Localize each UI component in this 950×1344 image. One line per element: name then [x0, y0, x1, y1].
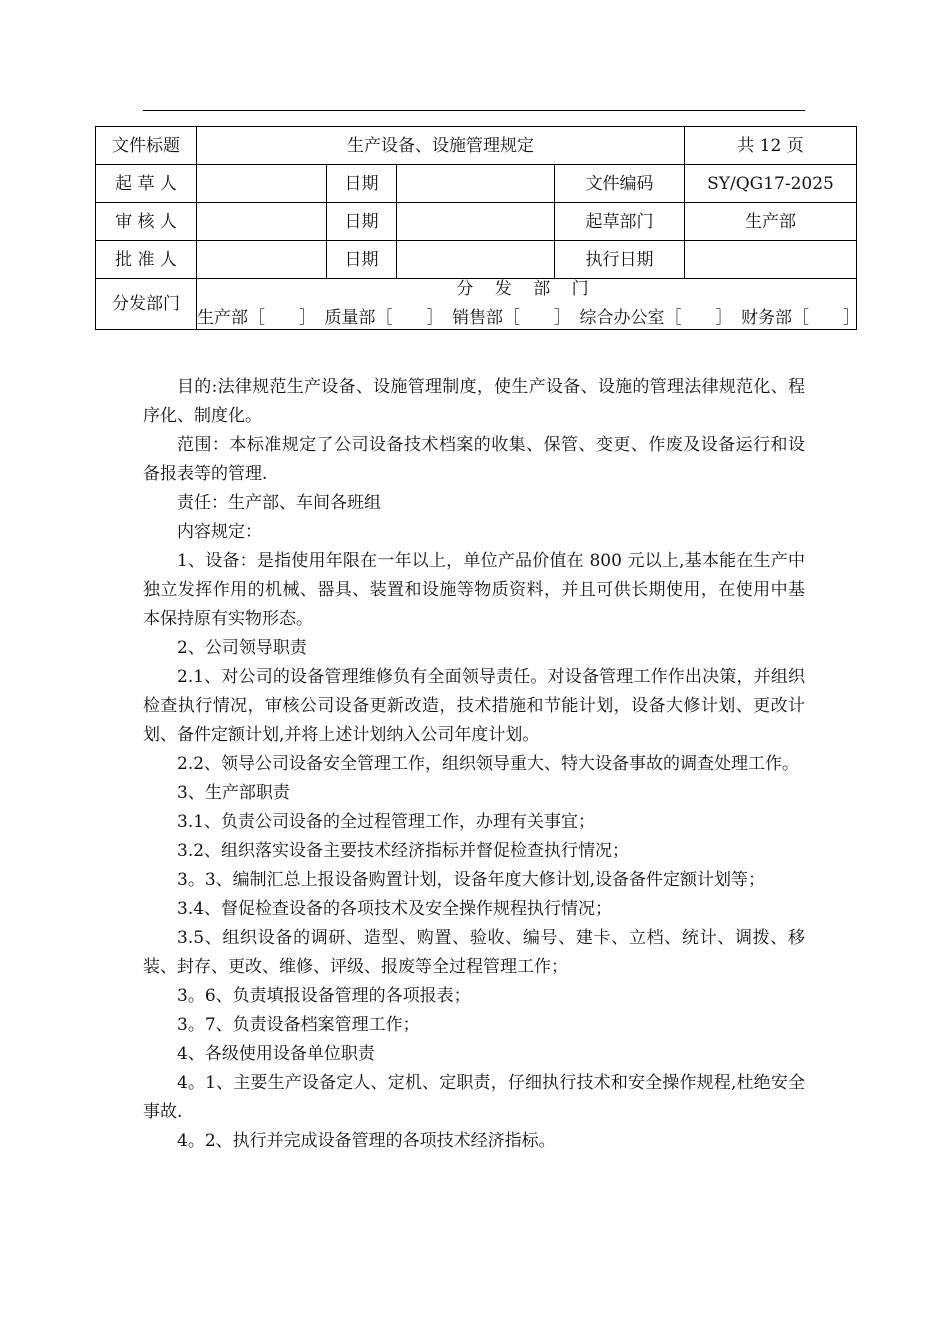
distribution-title: 分 发 部 门: [456, 279, 597, 299]
title-label: 文件标题: [96, 127, 197, 165]
date-label: 日期: [327, 165, 397, 203]
title-row: [96, 127, 857, 165]
paragraph-scope: 范围：本标准规定了公司设备技术档案的收集、保管、变更、作废及设备运行和设备报表等的管理.: [143, 435, 805, 484]
clause-paragraph: 3。7、负责设备档案管理工作；: [177, 1015, 420, 1035]
doc-code-label: 文件编码: [555, 165, 685, 203]
approver-value: [197, 241, 327, 279]
date-label: 日期: [327, 241, 397, 279]
paragraph-purpose: 目的:法律规范生产设备、设施管理制度，使生产设备、设施的管理法律规范化、程序化、制度化。: [143, 377, 805, 426]
clause-paragraph: 3.4、督促检查设备的各项技术及安全操作规程执行情况；: [177, 899, 613, 919]
clause-paragraph: 2.1、对公司的设备管理维修负有全面领导责任。对设备管理工作作出决策，并组织检查执行情况，审核公司设备更新改造，技术措施和节能计划，设备大修计划、更改计划、备件定额计划,并将上述计划纳入公司年度计划。: [143, 667, 805, 745]
header-rule: [143, 110, 805, 111]
paragraph-responsibility: 责任：生产部、车间各班组: [177, 493, 381, 513]
distribution-label: 分发部门: [96, 279, 197, 330]
clause-paragraph: 2.2、领导公司设备安全管理工作，组织领导重大、特大设备事故的调查处理工作。: [177, 754, 800, 774]
clause-paragraph: 4。1、主要生产设备定人、定机、定职责，仔细执行技术和安全操作规程,杜绝安全事故.: [143, 1073, 805, 1122]
reviewer-row: [96, 203, 857, 241]
approver-label: 批 准 人: [96, 241, 197, 279]
date-value: [397, 165, 555, 203]
date-value: [397, 203, 555, 241]
section-heading: 2、公司领导职责: [177, 638, 307, 658]
drafter-row: [96, 165, 857, 203]
drafter-label: 起 草 人: [96, 165, 197, 203]
drafter-value: [197, 165, 327, 203]
reviewer-label: 审 核 人: [96, 203, 197, 241]
date-value: [397, 241, 555, 279]
clause-paragraph: 3.5、组织设备的调研、造型、购置、验收、编号、建卡、立档、统计、调拨、移装、封存、更改、维修、评级、报废等全过程管理工作；: [143, 928, 805, 977]
document-header-table: [95, 126, 860, 330]
title-value: 生产设备、设施管理规定: [197, 127, 685, 165]
date-label: 日期: [327, 203, 397, 241]
document-body: [143, 373, 805, 1156]
clause-paragraph: 3。3、编制汇总上报设备购置计划，设备年度大修计划,设备备件定额计划等；: [177, 870, 766, 890]
clause-paragraph: 3.1、负责公司设备的全过程管理工作，办理有关事宜；: [177, 812, 596, 832]
approver-row: [96, 241, 857, 279]
clause-paragraph: 3。6、负责填报设备管理的各项报表；: [177, 986, 471, 1006]
distribution-departments: 生产部［ ］ 质量部［ ］ 销售部［ ］ 综合办公室［ ］ 财务部［ ］: [197, 308, 860, 328]
exec-date-label: 执行日期: [555, 241, 685, 279]
distribution-row: [96, 279, 857, 330]
doc-code-value: SY/QG17-2025: [685, 165, 857, 203]
paragraph-equipment-definition: 1、设备：是指使用年限在一年以上，单位产品价值在 800 元以上,基本能在生产中独立发挥作用的机械、器具、装置和设施等物质资料，并且可供长期使用，在使用中基本保持原有实物形态。: [143, 551, 805, 629]
reviewer-value: [197, 203, 327, 241]
page-count: 共 12 页: [685, 127, 857, 165]
draft-dept-label: 起草部门: [555, 203, 685, 241]
distribution-cell: [197, 279, 860, 330]
section-heading: 4、各级使用设备单位职责: [177, 1044, 375, 1064]
draft-dept-value: 生产部: [685, 203, 857, 241]
section-heading: 3、生产部职责: [177, 783, 290, 803]
clause-paragraph: 4。2、执行并完成设备管理的各项技术经济指标。: [177, 1131, 556, 1151]
clause-paragraph: 3.2、组织落实设备主要技术经济指标并督促检查执行情况；: [177, 841, 630, 861]
paragraph-content-heading: 内容规定：: [177, 522, 262, 542]
exec-date-value: [685, 241, 857, 279]
